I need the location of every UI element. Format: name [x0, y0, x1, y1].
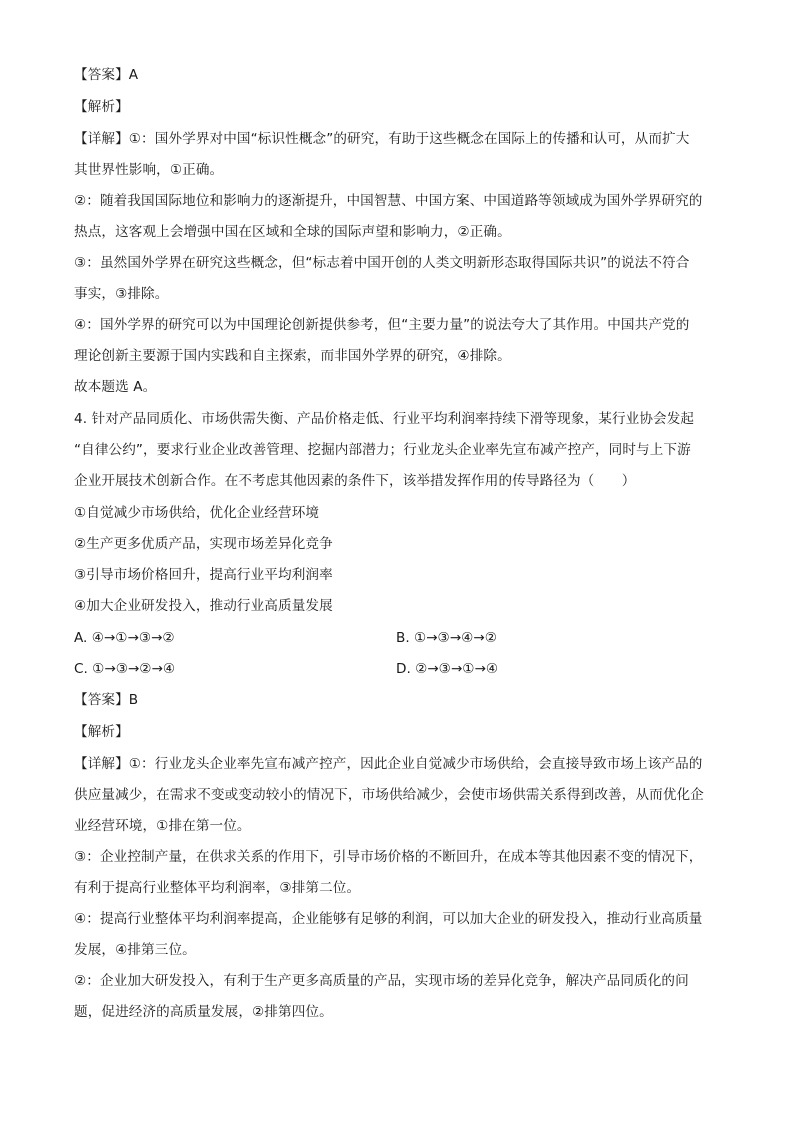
statement-item: ③引导市场价格回升，提高行业平均利润率: [74, 567, 333, 583]
answer-label: 【答案】A: [74, 67, 139, 83]
explanation-line: 热点，这客观上会增强中国在区域和全球的国际声望和影响力，②正确。: [74, 224, 511, 240]
explanation-line: 题，促进经济的高质量发展，②排第四位。: [74, 1004, 333, 1020]
question-stem-line: 4. 针对产品同质化、市场供需失衡、产品价格走低、行业平均利润率持续下滑等现象，某行业协会发起: [74, 411, 695, 427]
explanation-line: ②：随着我国国际地位和影响力的逐渐提升，中国智慧、中国方案、中国道路等领域成为国外学界研究的: [74, 193, 703, 209]
option-c: C. ①→③→②→④: [74, 661, 176, 677]
option-d: D. ②→③→①→④: [396, 661, 499, 677]
explanation-line: 业经营环境，①排在第一位。: [74, 818, 251, 834]
explanation-line: ③：企业控制产量，在供求关系的作用下，引导市场价格的不断回升，在成本等其他因素不变的情况下，: [74, 849, 703, 865]
question-stem-line: 企业开展技术创新合作。在不考虑其他因素的条件下，该举措发挥作用的传导路径为（ ）: [74, 473, 636, 489]
analysis-label: 【解析】: [74, 99, 129, 115]
explanation-line: 【详解】①：国外学界对中国“标识性概念”的研究，有助于这些概念在国际上的传播和认可，从而扩大: [74, 131, 690, 147]
option-a: A. ④→①→③→②: [74, 630, 175, 646]
explanation-line: 事实，③排除。: [74, 286, 169, 302]
explanation-line: ③：虽然国外学界在研究这些概念，但“标志着中国开创的人类文明新形态取得国际共识”的说法不符合: [74, 255, 690, 271]
question-stem-line: “自律公约”，要求行业企业改善管理、挖掘内部潜力；行业龙头企业率先宣布减产控产，同时与上下游: [74, 442, 691, 458]
explanation-line: 理论创新主要源于国内实践和自主探索，而非国外学界的研究，④排除。: [74, 348, 511, 364]
statement-item: ①自觉减少市场供给，优化企业经营环境: [74, 505, 320, 521]
conclusion-line: 故本题选 A。: [74, 379, 157, 395]
explanation-line: 有利于提高行业整体平均利润率，③排第二位。: [74, 880, 361, 896]
explanation-line: ④：提高行业整体平均利润率提高，企业能够有足够的利润，可以加大企业的研发投入，推动行业高质量: [74, 911, 703, 927]
explanation-line: ④：国外学界的研究可以为中国理论创新提供参考，但“主要力量”的说法夸大了其作用。中国共产党的: [74, 317, 690, 333]
statement-item: ④加大企业研发投入，推动行业高质量发展: [74, 598, 333, 614]
explanation-line: 【详解】①：行业龙头企业率先宣布减产控产，因此企业自觉减少市场供给，会直接导致市场上该产品的: [74, 756, 703, 772]
explanation-line: 其世界性影响，①正确。: [74, 162, 224, 178]
explanation-line: 供应量减少，在需求不变或变动较小的情况下，市场供给减少，会使市场供需关系得到改善，从而优化企: [74, 787, 704, 803]
option-b: B. ①→③→④→②: [396, 630, 497, 646]
answer-label: 【答案】B: [74, 692, 139, 708]
explanation-line: ②：企业加大研发投入，有利于生产更多高质量的产品，实现市场的差异化竞争，解决产品同质化的问: [74, 973, 689, 989]
explanation-line: 发展，④排第三位。: [74, 942, 196, 958]
analysis-label: 【解析】: [74, 724, 129, 740]
statement-item: ②生产更多优质产品，实现市场差异化竞争: [74, 536, 333, 552]
